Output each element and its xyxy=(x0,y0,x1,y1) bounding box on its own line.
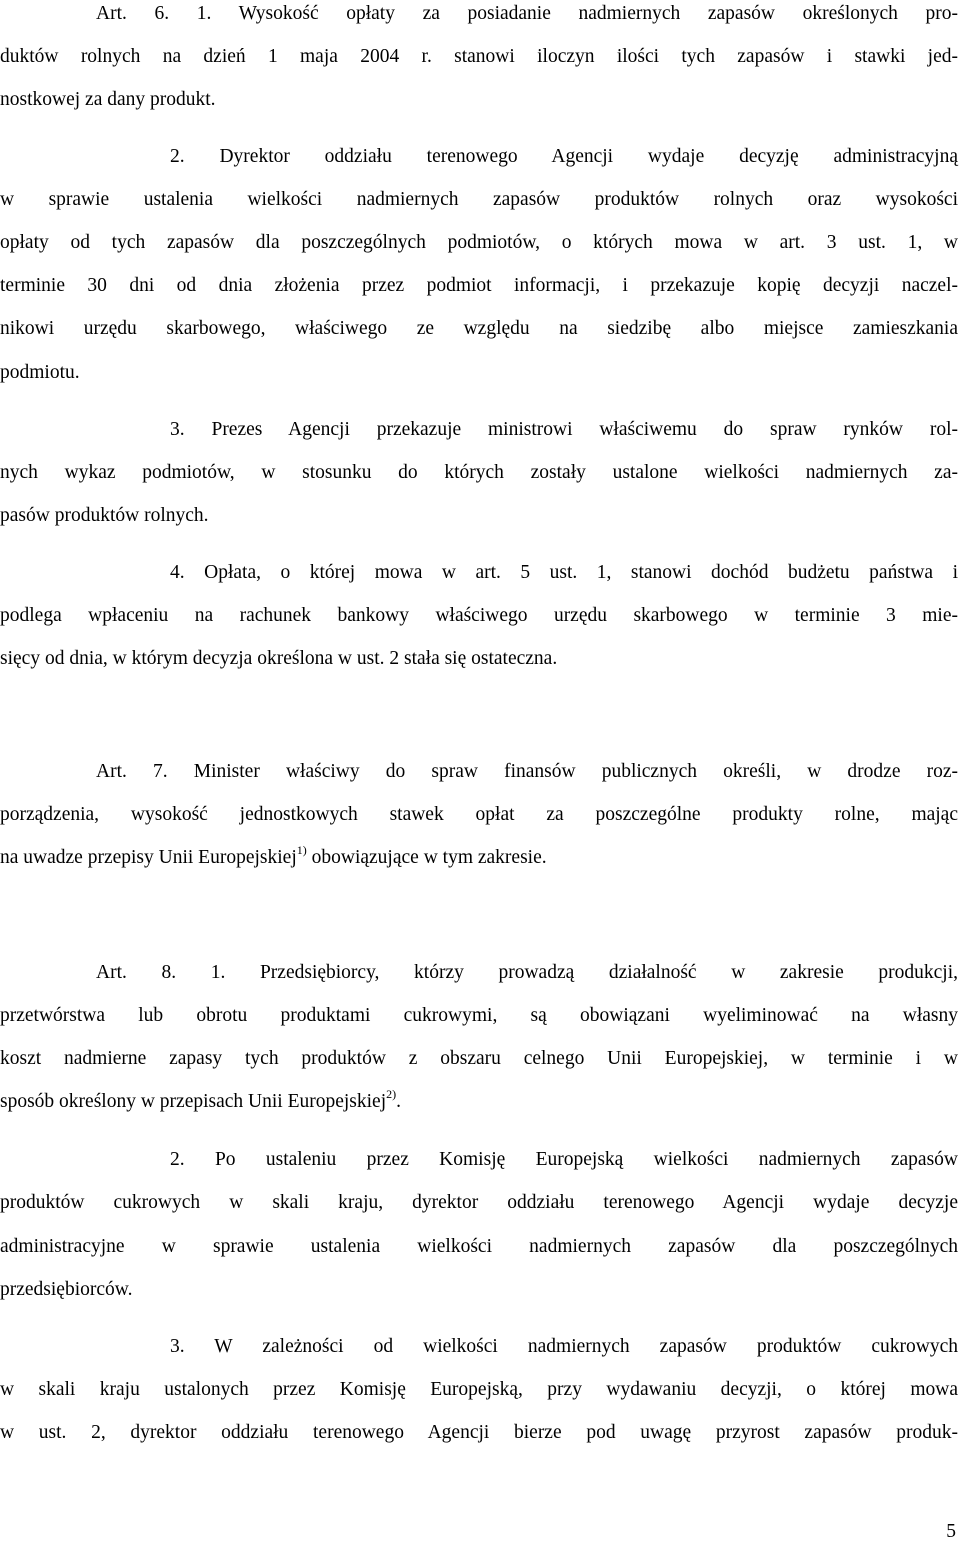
art6-p2-line6: podmiotu. xyxy=(0,362,80,383)
art8-p1-line4 xyxy=(0,1087,958,1114)
art6-p2-line5: nikowi urzędu skarbowego, właściwego ze względu na siedzibę albo miejsce zamieszkania xyxy=(0,318,958,339)
art8-p3-line3: w ust. 2, dyrektor oddziału terenowego Agencji bierze pod uwagę przyrost zapasów produk- xyxy=(0,1422,958,1443)
art7-line3-text: na uwadze przepisy Unii Europejskiej xyxy=(0,847,297,868)
art6-p2-line1: 2. Dyrektor oddziału terenowego Agencji wydaje decyzję administracyjną xyxy=(170,146,958,167)
art8-p1-line3: koszt nadmierne zapasy tych produktów z obszaru celnego Unii Europejskiej, w terminie i w xyxy=(0,1048,958,1069)
art6-p4-line2: podlega wpłaceniu na rachunek bankowy właściwego urzędu skarbowego w terminie 3 mie- xyxy=(0,605,958,626)
art6-p2-line3: opłaty od tych zapasów dla poszczególnych podmiotów, o których mowa w art. 3 ust. 1, w xyxy=(0,232,958,253)
art8-p3-line1: 3. W zależności od wielkości nadmiernych zapasów produktów cukrowych xyxy=(170,1336,958,1357)
art6-p3-line1: 3. Prezes Agencji przekazuje ministrowi właściwemu do spraw rynków rol- xyxy=(170,419,958,440)
art6-p2-line4: terminie 30 dni od dnia złożenia przez podmiot informacji, i przekazuje kopię decyzji naczel- xyxy=(0,275,958,296)
art8-p1-line1: Art. 8. 1. Przedsiębiorcy, którzy prowadzą działalność w zakresie produkcji, xyxy=(96,962,958,983)
art8-p2-line1: 2. Po ustaleniu przez Komisję Europejską wielkości nadmiernych zapasów xyxy=(170,1149,958,1170)
art6-p3-line2: nych wykaz podmiotów, w stosunku do których zostały ustalone wielkości nadmiernych za- xyxy=(0,462,958,483)
art6-p2-line2: w sprawie ustalenia wielkości nadmiernych zapasów produktów rolnych oraz wysokości xyxy=(0,189,958,210)
art6-p1-line1: Art. 6. 1. Wysokość opłaty za posiadanie nadmiernych zapasów określonych pro- xyxy=(96,3,958,24)
art8-p2-line4: przedsiębiorców. xyxy=(0,1279,133,1300)
art6-p4-line1: 4. Opłata, o której mowa w art. 5 ust. 1, stanowi dochód budżetu państwa i xyxy=(170,562,958,583)
art7-line3-text-end: obowiązujące w tym zakresie. xyxy=(306,847,547,868)
art6-p1-line2: duktów rolnych na dzień 1 maja 2004 r. stanowi iloczyn ilości tych zapasów i stawki jed- xyxy=(0,46,958,67)
footnote-ref-2: 2) xyxy=(386,1087,397,1101)
art8-p1-line4-text-end: . xyxy=(396,1091,402,1112)
art6-p1-line3: nostkowej za dany produkt. xyxy=(0,89,216,110)
page-number: 5 xyxy=(946,1521,956,1542)
footnote-ref-1: 1) xyxy=(296,843,307,857)
art8-p1-line4-text: sposób określony w przepisach Unii Europejskiej xyxy=(0,1091,387,1112)
art8-p2-line3: administracyjne w sprawie ustalenia wielkości nadmiernych zapasów dla poszczególnych xyxy=(0,1236,958,1257)
art7-line3 xyxy=(0,843,958,870)
art8-p3-line2: w skali kraju ustalonych przez Komisję Europejską, przy wydawaniu decyzji, o której mowa xyxy=(0,1379,958,1400)
art8-p1-line2: przetwórstwa lub obrotu produktami cukrowymi, są obowiązani wyeliminować na własny xyxy=(0,1005,958,1026)
art7-line1: Art. 7. Minister właściwy do spraw finansów publicznych określi, w drodze roz- xyxy=(96,761,958,782)
art6-p4-line3: sięcy od dnia, w którym decyzja określona w ust. 2 stała się ostateczna. xyxy=(0,648,558,669)
art8-p2-line2: produktów cukrowych w skali kraju, dyrektor oddziału terenowego Agencji wydaje decyzje xyxy=(0,1192,958,1213)
art6-p3-line3: pasów produktów rolnych. xyxy=(0,505,209,526)
art7-line2: porządzenia, wysokość jednostkowych stawek opłat za poszczególne produkty rolne, mając xyxy=(0,804,958,825)
